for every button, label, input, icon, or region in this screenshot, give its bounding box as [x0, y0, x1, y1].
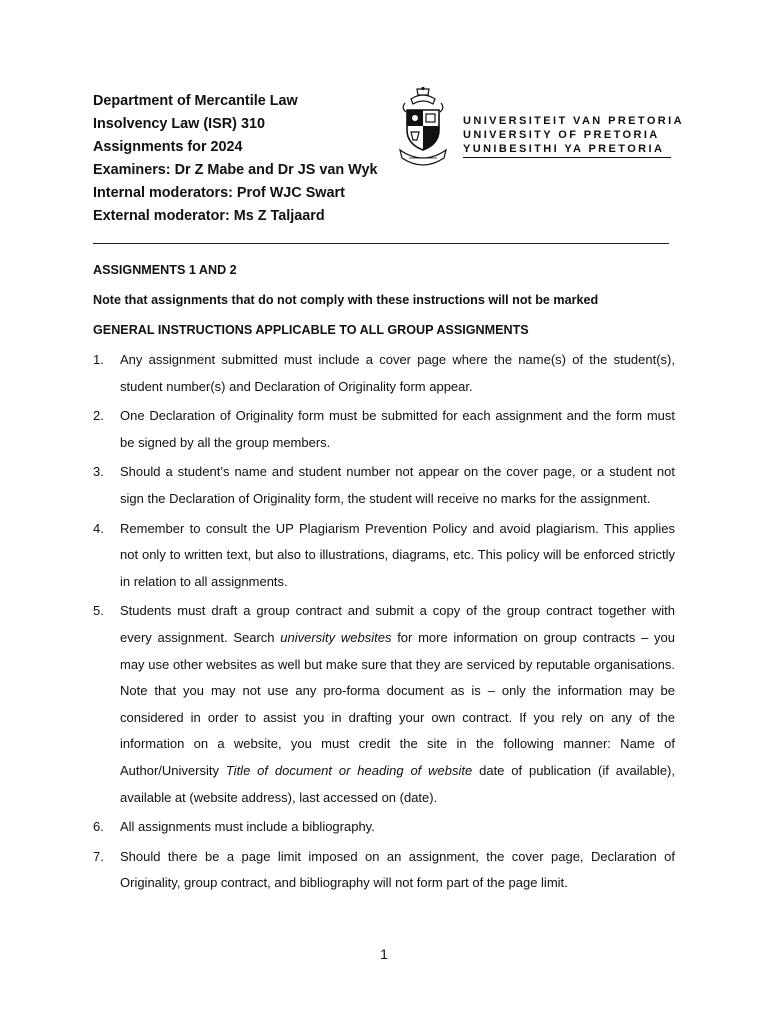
item-text-emphasis: Title of document or heading of website: [225, 762, 473, 778]
header-divider: [93, 243, 669, 244]
university-name-sepedi: YUNIBESITHI YA PRETORIA: [463, 143, 665, 155]
compliance-note: Note that assignments that do not comply with these instructions will not be marked: [93, 293, 599, 307]
internal-moderators-line: Internal moderators: Prof WJC Swart: [93, 185, 345, 201]
item-number: 6.: [93, 819, 104, 835]
item-number: 3.: [93, 464, 104, 480]
item-number: 5.: [93, 603, 104, 619]
list-item: [93, 347, 675, 400]
university-logo: [397, 86, 682, 168]
item-number: 2.: [93, 408, 104, 424]
list-item: [93, 403, 675, 456]
university-name-afrikaans: UNIVERSITEIT VAN PRETORIA: [463, 115, 684, 127]
university-name-english: UNIVERSITY OF PRETORIA: [463, 129, 660, 141]
general-instructions-heading: GENERAL INSTRUCTIONS APPLICABLE TO ALL GROUP ASSIGNMENTS: [93, 323, 529, 337]
item-text: Any assignment submitted must include a cover page where the name(s) of the student(s), student number(s) and Declaration of Originality form appear.: [120, 352, 675, 394]
item-text-emphasis: university websites: [280, 629, 392, 645]
item-text: Should a student’s name and student number not appear on the cover page, or a student not sign the Declaration of Originality form, the student will receive no marks for the assignment.: [120, 464, 675, 506]
assignments-heading: ASSIGNMENTS 1 AND 2: [93, 263, 237, 277]
list-item: [93, 844, 675, 897]
item-text-part: for more information on group contracts – you may use other websites as well but make sure that they are serviced by reputable organisations. Note that you may not use any pro-forma document as is – only the information may be considered in order to assist you in drafting your own contract. If you rely on any of the information on a website, you must credit the site in the following manner: Name of Author/University: [120, 629, 675, 778]
document-header: [93, 90, 393, 228]
module-title: Insolvency Law (ISR) 310: [93, 116, 265, 132]
item-text-part: Students must draft a group contract and submit a copy of the group contract together with every assignment. Search: [120, 603, 675, 645]
item-text: All assignments must include a bibliography.: [120, 819, 375, 835]
item-text: [120, 598, 675, 811]
university-names: [463, 114, 684, 156]
university-crest-icon: [397, 86, 449, 168]
examiners-line: Examiners: Dr Z Mabe and Dr JS van Wyk: [93, 162, 378, 178]
item-text: One Declaration of Originality form must be submitted for each assignment and the form must be signed by all the group members.: [120, 408, 675, 450]
department-title: Department of Mercantile Law: [93, 93, 298, 109]
page-number: 1: [380, 946, 388, 962]
item-number: 7.: [93, 848, 104, 864]
list-item: [93, 516, 675, 596]
list-item: [93, 814, 675, 841]
item-number: 1.: [93, 352, 104, 367]
item-text: Should there be a page limit imposed on an assignment, the cover page, Declaration of Originality, group contract, and bibliography will not form part of the page limit.: [120, 848, 675, 891]
logo-underline: [463, 157, 671, 158]
document-body: [93, 258, 675, 900]
item-text-part: date of publication (if available), available at (website address), last accessed on (date).: [120, 762, 675, 805]
external-moderator-line: External moderator: Ms Z Taljaard: [93, 208, 325, 224]
list-item: [93, 598, 675, 811]
list-item: [93, 459, 675, 512]
item-number: 4.: [93, 520, 104, 536]
item-text: Remember to consult the UP Plagiarism Prevention Policy and avoid plagiarism. This applies not only to written text, but also to illustrations, diagrams, etc. This policy will be enforced strictly in relation to all assignments.: [120, 520, 675, 589]
assignments-year: Assignments for 2024: [93, 139, 243, 155]
instructions-list: [93, 347, 675, 897]
